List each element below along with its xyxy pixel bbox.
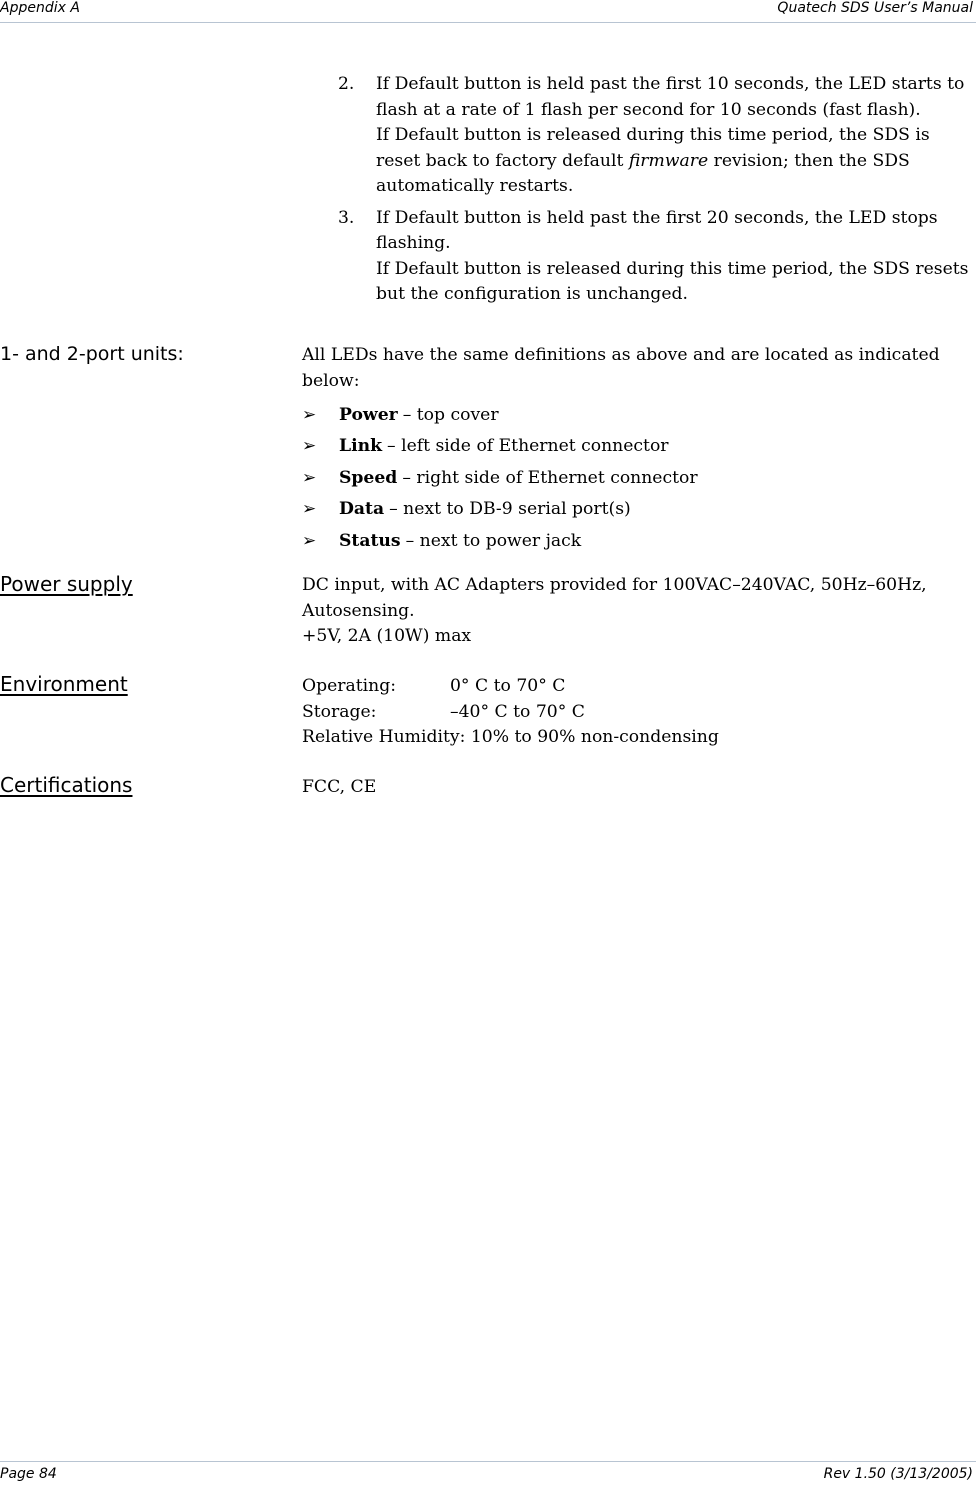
arrowhead-bullet-icon: ➢ — [302, 530, 317, 551]
environment-text: Operating: 0° C to 70° C Storage: –40° C to 70° C Relative Humidity: 10% to 90% non-condensing — [302, 676, 719, 747]
bullet-term: Speed — [339, 467, 398, 488]
header-section: Appendix A — [0, 0, 80, 16]
certifications-text: FCC, CE — [302, 777, 377, 797]
environment-label: Environment — [0, 672, 128, 696]
arrowhead-bullet-icon: ➢ — [302, 467, 317, 488]
list-text: If Default button is released during this time period, the SDS resets but the configuration is unchanged. — [376, 258, 969, 304]
bullet-desc: – next to DB-9 serial port(s) — [389, 499, 631, 520]
ports-intro: All LEDs have the same definitions as above and are located as indicated below: — [302, 345, 940, 391]
bullet-desc: – right side of Ethernet connector — [402, 467, 698, 488]
list-item — [302, 525, 962, 557]
page-footer — [0, 1461, 976, 1485]
bullet-desc: – next to power jack — [405, 530, 582, 551]
bullet-term: Status — [339, 530, 401, 551]
bullet-term: Power — [339, 404, 398, 425]
led-bullet-list — [302, 399, 962, 557]
page-number: Page 84 — [0, 1466, 57, 1482]
header-title: Quatech SDS User’s Manual — [777, 0, 973, 16]
list-item — [302, 462, 962, 494]
arrowhead-bullet-icon: ➢ — [302, 436, 317, 457]
list-item — [338, 206, 974, 308]
list-number: 3. — [338, 207, 355, 228]
ports-label: 1- and 2-port units: — [0, 343, 184, 365]
list-item — [302, 399, 962, 431]
power-supply-label: Power supply — [0, 572, 133, 596]
emphasis-text: firmware — [628, 150, 709, 171]
bullet-term: Data — [339, 499, 385, 520]
arrowhead-bullet-icon: ➢ — [302, 499, 317, 520]
page-header — [0, 0, 976, 23]
list-text: If Default button is released during this time period, the SDS is reset back to factory default firmware revision; then the SDS automatically restarts. — [376, 125, 930, 196]
power-supply-text: DC input, with AC Adapters provided for 100VAC–240VAC, 50Hz–60Hz, Autosensing. +5V, 2A (10W) max — [302, 575, 927, 646]
certifications-label: Certifications — [0, 773, 133, 797]
list-number: 2. — [338, 74, 355, 94]
bullet-desc: – left side of Ethernet connector — [387, 436, 669, 457]
bullet-term: Link — [339, 436, 383, 457]
list-item — [302, 494, 962, 526]
arrowhead-bullet-icon: ➢ — [302, 404, 317, 425]
revision-info: Rev 1.50 (3/13/2005) — [823, 1466, 973, 1482]
numbered-list — [338, 72, 974, 314]
list-item — [338, 72, 974, 200]
list-text: If Default button is held past the first 10 seconds, the LED starts to flash at a rate of 1 flash per second for 10 seconds (fast flash). — [376, 74, 965, 120]
bullet-desc: – top cover — [402, 404, 499, 425]
list-item — [302, 431, 962, 463]
list-text: If Default button is held past the first 20 seconds, the LED stops flashing. — [376, 207, 938, 253]
